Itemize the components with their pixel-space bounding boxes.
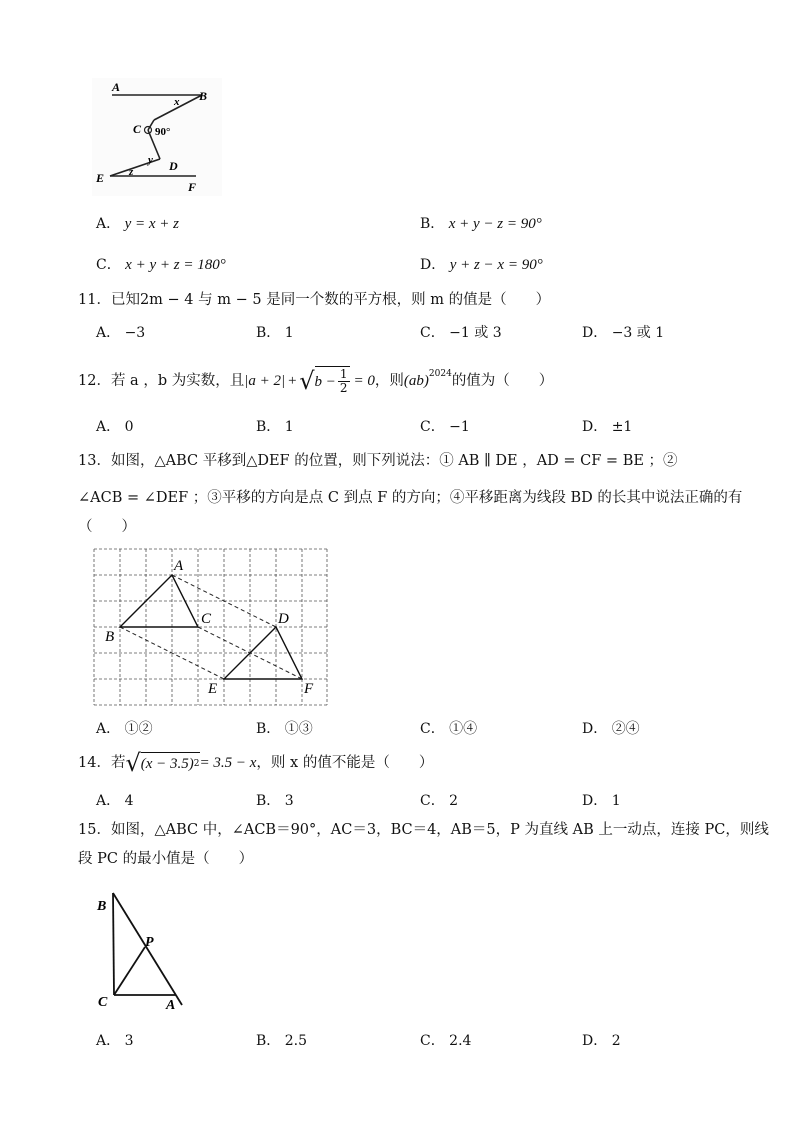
- q12-option-b[interactable]: [256, 416, 294, 436]
- q13-stem-line1: 13．如图，△ABC 平移到△DEF 的位置，则下列说法：① AB ∥ DE ，AD = CF = BE ；②: [78, 453, 678, 469]
- q15-label-P: P: [145, 935, 154, 950]
- q12-pow-base: (ab): [403, 372, 429, 389]
- option-label: A．: [96, 1033, 121, 1049]
- q10-label-B: B: [199, 89, 208, 103]
- q15-stem-line1: 15．如图，△ABC 中，∠ACB＝90°，AC＝3，BC＝4，AB＝5，P 为直线 AB 上一动点，连接 PC，则线: [78, 822, 769, 838]
- option-label: A．: [96, 325, 121, 341]
- q15-figure: [92, 885, 192, 1015]
- q15-option-d[interactable]: [582, 1030, 621, 1050]
- option-label: B．: [256, 1033, 281, 1049]
- option-text: x + y + z = 180°: [125, 257, 226, 273]
- option-label: B．: [256, 793, 281, 809]
- q12-pow-exp: 2024: [428, 369, 452, 379]
- option-label: A．: [96, 793, 121, 809]
- option-label: D．: [582, 1033, 608, 1049]
- q15-option-b[interactable]: [256, 1030, 307, 1050]
- option-text: ±1: [611, 419, 633, 435]
- q12-stem-post: ，则: [374, 372, 404, 389]
- q13-grid-figure: [88, 545, 338, 710]
- option-text: ①②: [124, 721, 153, 737]
- q12-stem: [78, 366, 553, 395]
- q15-label-B: B: [97, 899, 107, 914]
- q13-label-E: E: [208, 681, 218, 697]
- q12-plus: +: [287, 372, 298, 389]
- option-text: 1: [284, 325, 294, 341]
- q12-frac-den: 2: [339, 381, 348, 395]
- q11-stem: 11．已知2m − 4 与 m − 5 是同一个数的平方根，则 m 的值是（ ）: [78, 292, 551, 308]
- q13-option-c[interactable]: [420, 718, 477, 738]
- q14-option-a[interactable]: [96, 790, 134, 810]
- q10-option-b[interactable]: [420, 213, 542, 233]
- option-label: B．: [420, 216, 445, 232]
- q15-option-a[interactable]: [96, 1030, 134, 1050]
- q10-label-C: C: [133, 122, 142, 136]
- q12-option-d[interactable]: [582, 416, 632, 436]
- option-text: ①④: [449, 721, 478, 737]
- q10-figure: [92, 78, 222, 196]
- option-text: 2: [611, 1033, 621, 1049]
- q12-stem-pre: 12．若 a ，b 为实数，且: [78, 372, 245, 389]
- option-text: ②④: [611, 721, 640, 737]
- q12-eq-zero: = 0: [353, 372, 375, 389]
- option-label: B．: [256, 721, 281, 737]
- q12-sqrt-inner: b −: [314, 373, 336, 390]
- q13-label-C: C: [201, 611, 212, 627]
- option-text: 1: [611, 793, 621, 809]
- q12-abs-expr: |a + 2|: [244, 372, 286, 389]
- q12-stem-end: 的值为（ ）: [451, 372, 554, 389]
- q14-option-b[interactable]: [256, 790, 294, 810]
- option-label: B．: [256, 325, 281, 341]
- option-label: D．: [582, 419, 608, 435]
- option-text: 4: [124, 793, 134, 809]
- option-text: y = x + z: [124, 216, 179, 232]
- q12-frac-num: 1: [339, 367, 348, 381]
- option-label: D．: [582, 325, 608, 341]
- q13-label-A: A: [174, 558, 184, 574]
- q13-label-D: D: [278, 611, 289, 627]
- q14-sqrt-inner: (x − 3.5): [140, 756, 194, 772]
- q13-option-a[interactable]: [96, 718, 153, 738]
- q10-option-a[interactable]: [96, 213, 179, 233]
- option-label: D．: [582, 721, 608, 737]
- option-label: D．: [582, 793, 608, 809]
- option-label: B．: [256, 419, 281, 435]
- q10-label-D: D: [169, 159, 178, 173]
- q12-fraction: [338, 368, 350, 395]
- q11-option-d[interactable]: [582, 322, 664, 342]
- option-text: 0: [124, 419, 134, 435]
- option-label: C．: [420, 419, 445, 435]
- q13-stem-line2: ∠ACB = ∠DEF ；③平移的方向是点 C 到点 F 的方向；④平移距离为线段 BD 的长其中说法正确的有: [78, 490, 743, 506]
- option-text: −1 或 3: [449, 325, 502, 341]
- q13-option-b[interactable]: [256, 718, 313, 738]
- q14-stem-pre: 14．若: [78, 755, 126, 771]
- q14-stem-end: ，则 x 的值不能是（ ）: [256, 755, 434, 771]
- q10-option-d[interactable]: [420, 254, 543, 274]
- q14-sq-exp: 2: [193, 759, 200, 769]
- option-text: ①③: [284, 721, 313, 737]
- q14-sqrt: [125, 749, 200, 777]
- q14-option-c[interactable]: [420, 790, 458, 810]
- option-label: C．: [420, 1033, 445, 1049]
- option-text: y + z − x = 90°: [449, 257, 543, 273]
- q10-label-y: y: [148, 154, 153, 166]
- q11-option-c[interactable]: [420, 322, 502, 342]
- q14-option-d[interactable]: [582, 790, 621, 810]
- option-label: A．: [96, 419, 121, 435]
- q13-label-B: B: [105, 629, 115, 645]
- q14-rhs: = 3.5 − x: [199, 755, 257, 771]
- q15-option-c[interactable]: [420, 1030, 471, 1050]
- q11-option-b[interactable]: [256, 322, 294, 342]
- option-label: A．: [96, 216, 121, 232]
- option-text: 2.4: [449, 1033, 472, 1049]
- option-label: C．: [420, 325, 445, 341]
- q15-stem-line2: 段 PC 的最小值是（ ）: [78, 851, 254, 867]
- option-label: C．: [420, 721, 445, 737]
- q12-sqrt: [299, 366, 349, 395]
- option-label: A．: [96, 721, 121, 737]
- q12-option-c[interactable]: [420, 416, 470, 436]
- option-label: D．: [420, 257, 446, 273]
- q13-stem-line3: （ ）: [78, 519, 136, 535]
- q15-label-C: C: [98, 995, 108, 1010]
- q13-label-F: F: [304, 681, 314, 697]
- q10-label-F: F: [188, 180, 197, 194]
- option-text: 2.5: [284, 1033, 308, 1049]
- option-text: 1: [284, 419, 294, 435]
- option-text: −3: [124, 325, 146, 341]
- q12-option-a[interactable]: [96, 416, 134, 436]
- q11-option-a[interactable]: [96, 322, 145, 342]
- option-label: C．: [96, 257, 121, 273]
- q14-stem: [78, 749, 434, 777]
- option-text: −1: [449, 419, 470, 435]
- option-label: C．: [420, 793, 445, 809]
- q10-label-x: x: [174, 96, 180, 108]
- option-text: 2: [449, 793, 459, 809]
- option-text: −3 或 1: [611, 325, 665, 341]
- q10-label-angle: 90°: [155, 126, 171, 138]
- radical-sign-icon: √: [125, 749, 141, 777]
- q10-label-A: A: [112, 80, 121, 94]
- q13-option-d[interactable]: [582, 718, 640, 738]
- q10-label-E: E: [96, 171, 105, 185]
- q15-label-A: A: [166, 998, 176, 1013]
- radical-sign-icon: √: [299, 366, 315, 395]
- q10-label-z: z: [129, 166, 134, 178]
- option-text: x + y − z = 90°: [448, 216, 542, 232]
- option-text: 3: [124, 1033, 134, 1049]
- option-text: 3: [284, 793, 294, 809]
- q10-option-c[interactable]: [96, 254, 226, 274]
